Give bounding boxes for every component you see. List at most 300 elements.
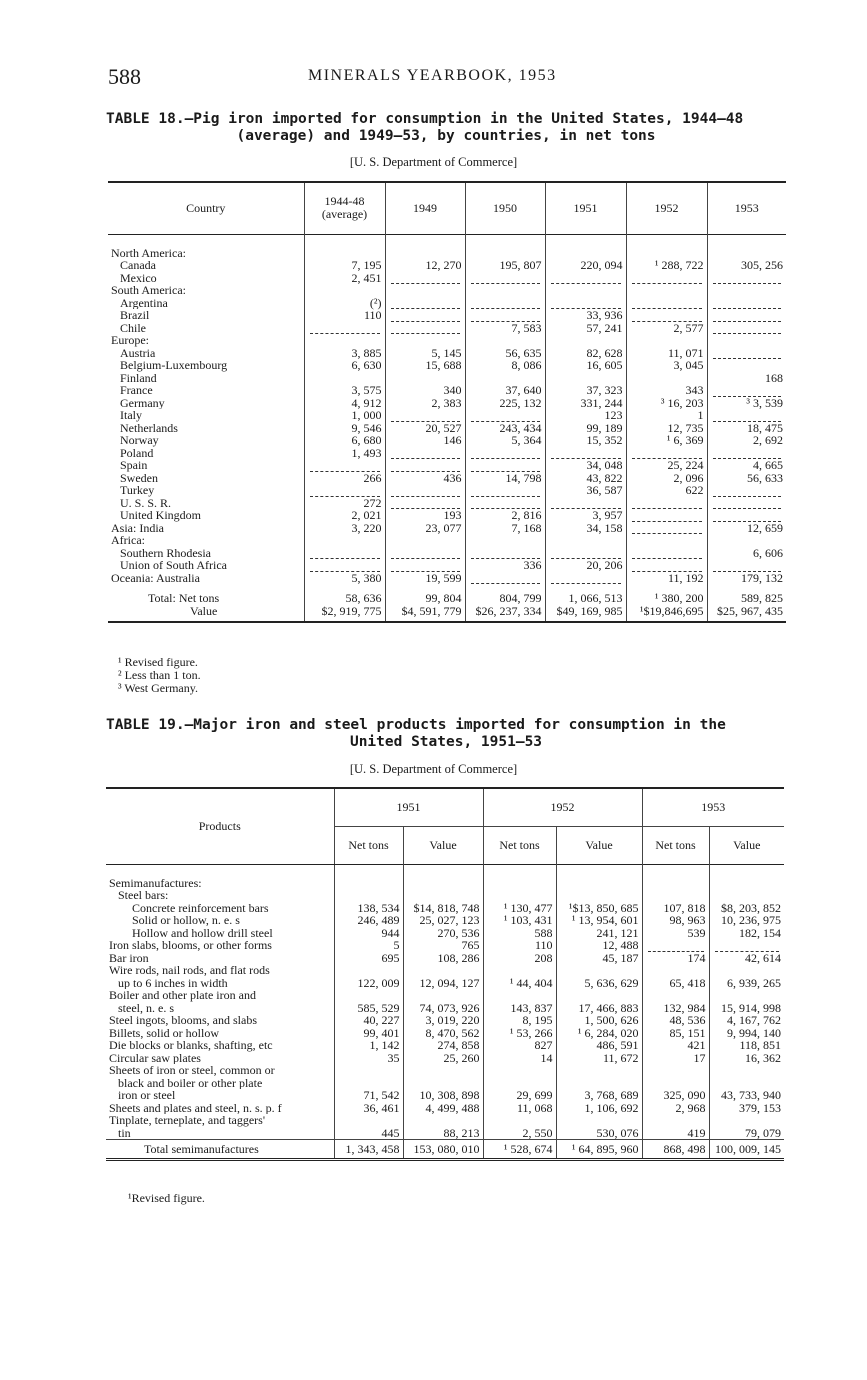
value-cell: 57, 241 xyxy=(545,322,626,335)
value-cell: 43, 733, 940 xyxy=(721,1088,781,1102)
blank-cell xyxy=(556,989,642,1002)
empty-dash-cell xyxy=(385,559,465,572)
total-row xyxy=(106,1140,784,1160)
blank-cell xyxy=(707,334,786,347)
blank-cell xyxy=(545,334,626,347)
blank-cell xyxy=(642,889,709,902)
total-value-cell: 99, 804 xyxy=(385,584,465,605)
value-cell: 436 xyxy=(385,472,465,485)
table-row xyxy=(108,559,786,572)
value-cell: 88, 213 xyxy=(403,1127,483,1140)
leader-dash xyxy=(310,551,380,559)
blank-cell xyxy=(334,964,403,977)
leader-dash xyxy=(471,451,540,459)
blank-cell xyxy=(626,534,707,547)
value-cell: 9, 546 xyxy=(304,422,385,435)
value-cell: 6, 606 xyxy=(753,545,783,560)
leader-dash xyxy=(632,514,702,522)
value-cell: 79, 079 xyxy=(745,1125,781,1140)
value-cell: 18, 475 xyxy=(747,420,783,435)
empty-dash-cell xyxy=(385,409,465,422)
row-label: Africa: xyxy=(108,534,304,547)
empty-dash-cell xyxy=(304,459,385,472)
row-label: Netherlands xyxy=(108,422,304,435)
row-label: Italy xyxy=(108,409,304,422)
value-cell: 331, 244 xyxy=(545,397,626,410)
subheader-value: Value xyxy=(733,837,761,852)
leader-dash xyxy=(713,326,782,334)
empty-dash-cell xyxy=(465,447,545,460)
table-row xyxy=(106,939,784,952)
blank-cell xyxy=(403,1114,483,1127)
value-cell: ¹ 130, 477 xyxy=(483,902,556,915)
row-label: Hollow and hollow drill steel xyxy=(106,927,334,940)
value-cell: 16, 362 xyxy=(745,1050,781,1065)
value-cell: 37, 323 xyxy=(545,384,626,397)
row-label: Union of South Africa xyxy=(108,559,304,572)
value-cell: 138, 534 xyxy=(334,902,403,915)
empty-dash-cell xyxy=(626,559,707,572)
blank-cell xyxy=(556,964,642,977)
row-label: Asia: India xyxy=(108,522,304,535)
leader-dash xyxy=(310,326,380,334)
blank-cell xyxy=(304,234,385,259)
value-cell: 3, 957 xyxy=(545,509,626,522)
leader-dash xyxy=(391,451,460,459)
row-label: Canada xyxy=(108,259,304,272)
footnote-1: ¹ Revised figure. xyxy=(118,655,198,669)
value-cell: ¹ 13, 954, 601 xyxy=(556,914,642,927)
value-cell: 1, 500, 626 xyxy=(556,1014,642,1027)
empty-dash-cell xyxy=(626,509,707,522)
empty-dash-cell xyxy=(545,572,626,585)
table-row xyxy=(108,359,786,372)
value-cell: 585, 529 xyxy=(334,1002,403,1015)
row-label: up to 6 inches in width xyxy=(106,977,334,990)
value-cell: ¹ 6, 284, 020 xyxy=(556,1027,642,1040)
blank-cell xyxy=(304,284,385,297)
blank-cell xyxy=(385,334,465,347)
row-label: Germany xyxy=(108,397,304,410)
value-cell: 195, 807 xyxy=(465,259,545,272)
subheader-value: Value xyxy=(556,826,642,864)
row-label: U. S. S. R. xyxy=(108,497,304,510)
value-cell: 12, 094, 127 xyxy=(403,977,483,990)
table-row xyxy=(106,1089,784,1102)
blank-cell xyxy=(709,964,784,977)
table-row xyxy=(106,1039,784,1052)
leader-dash xyxy=(551,276,621,284)
blank-cell xyxy=(483,964,556,977)
blank-cell xyxy=(465,284,545,297)
row-label: black and boiler or other plate xyxy=(106,1077,334,1090)
row-label: South America: xyxy=(108,284,304,297)
blank-cell xyxy=(334,1114,403,1127)
table-row xyxy=(106,914,784,927)
empty-dash-cell xyxy=(642,939,709,952)
value-cell: 421 xyxy=(642,1039,709,1052)
value-cell: 343 xyxy=(626,384,707,397)
value-cell: 12, 270 xyxy=(385,259,465,272)
leader-dash xyxy=(471,276,540,284)
footnote-3: ³ West Germany. xyxy=(118,681,198,695)
table-row xyxy=(106,1052,784,1065)
value-cell: 243, 434 xyxy=(465,422,545,435)
value-cell: 4, 665 xyxy=(753,458,783,472)
blank-cell xyxy=(483,864,556,889)
value-cell: 17, 466, 883 xyxy=(556,1002,642,1015)
blank-cell xyxy=(483,889,556,902)
col-header-1949: 1949 xyxy=(385,182,465,234)
total-value-cell: ¹ 380, 200 xyxy=(626,584,707,605)
total-value-cell: $26, 237, 334 xyxy=(465,605,545,623)
row-label: United Kingdom xyxy=(108,509,304,522)
value-cell: 622 xyxy=(626,484,707,497)
value-cell: 40, 227 xyxy=(334,1014,403,1027)
subheader-net-tons: Net tons xyxy=(334,826,403,864)
running-title: MINERALS YEARBOOK, 1953 xyxy=(308,67,557,84)
value-cell: 9, 994, 140 xyxy=(727,1025,781,1040)
subheader-net-tons: Net tons xyxy=(483,826,556,864)
value-cell: 7, 168 xyxy=(465,522,545,535)
col-header-country: Country xyxy=(108,182,304,234)
blank-cell xyxy=(304,534,385,547)
blank-cell xyxy=(626,234,707,259)
leader-dash xyxy=(713,501,782,509)
value-cell: 14, 798 xyxy=(465,472,545,485)
value-cell: 48, 536 xyxy=(642,1014,709,1027)
blank-cell xyxy=(709,889,784,902)
value-cell: 305, 256 xyxy=(741,258,783,272)
col-header-1953: 1953 xyxy=(734,201,759,215)
empty-dash-cell xyxy=(707,309,786,322)
empty-dash-cell xyxy=(465,409,545,422)
value-cell: 10, 308, 898 xyxy=(403,1089,483,1102)
leader-dash xyxy=(391,276,460,284)
value-cell: 530, 076 xyxy=(556,1127,642,1140)
row-label: Billets, solid or hollow xyxy=(106,1027,334,1040)
group-heading-row xyxy=(106,1064,784,1077)
blank-cell xyxy=(709,1064,784,1077)
value-cell: 146 xyxy=(385,434,465,447)
value-cell: ¹ 44, 404 xyxy=(483,977,556,990)
group-heading-row xyxy=(106,1114,784,1127)
empty-dash-cell xyxy=(385,459,465,472)
blank-cell xyxy=(556,1064,642,1077)
group-heading-row xyxy=(108,534,786,547)
empty-dash-cell xyxy=(304,547,385,560)
value-cell: 3, 575 xyxy=(304,384,385,397)
value-cell: 5, 380 xyxy=(304,572,385,585)
leader-dash xyxy=(471,576,540,584)
blank-cell xyxy=(334,1064,403,1077)
table18 xyxy=(108,181,786,623)
blank-cell xyxy=(334,864,403,889)
value-cell: 5, 145 xyxy=(385,347,465,360)
value-cell: 220, 094 xyxy=(545,259,626,272)
value-cell: 107, 818 xyxy=(642,902,709,915)
empty-dash-cell xyxy=(626,522,707,535)
leader-dash xyxy=(391,301,460,309)
value-cell: 7, 583 xyxy=(465,322,545,335)
table18-header-row xyxy=(108,182,786,234)
value-cell: 11, 071 xyxy=(626,347,707,360)
value-cell: 193 xyxy=(385,509,465,522)
value-cell: 34, 048 xyxy=(545,459,626,472)
blank-cell xyxy=(483,1114,556,1127)
table-row xyxy=(108,272,786,285)
value-cell: 34, 158 xyxy=(545,522,626,535)
col-header-year-1951: 1951 xyxy=(334,788,483,826)
value-cell: 33, 936 xyxy=(545,309,626,322)
value-cell: 539 xyxy=(642,927,709,940)
value-cell: ¹ 103, 431 xyxy=(483,914,556,927)
row-label: Chile xyxy=(108,322,304,335)
row-label: Wire rods, nail rods, and flat rods xyxy=(106,964,334,977)
table-row xyxy=(106,952,784,965)
value-cell: 25, 027, 123 xyxy=(403,914,483,927)
empty-dash-cell xyxy=(385,297,465,310)
leader-dash xyxy=(632,501,702,509)
value-cell: 65, 418 xyxy=(642,977,709,990)
value-cell: 11, 672 xyxy=(556,1052,642,1065)
empty-dash-cell xyxy=(709,939,784,952)
value-cell: 132, 984 xyxy=(642,1002,709,1015)
blank-cell xyxy=(642,964,709,977)
value-cell: 2, 577 xyxy=(626,322,707,335)
blank-cell xyxy=(334,989,403,1002)
value-cell: 71, 542 xyxy=(334,1089,403,1102)
empty-dash-cell xyxy=(707,384,786,397)
row-label: Norway xyxy=(108,434,304,447)
value-cell: 15, 914, 998 xyxy=(721,1000,781,1015)
value-cell: 35 xyxy=(334,1052,403,1065)
value-cell: 108, 286 xyxy=(403,952,483,965)
value-cell: 99, 401 xyxy=(334,1027,403,1040)
total-value-cell: 58, 636 xyxy=(304,584,385,605)
blank-cell xyxy=(403,1064,483,1077)
total-label: Total semimanufactures xyxy=(106,1140,334,1160)
subheader-value: Value xyxy=(403,826,483,864)
table19-title-line2: United States, 1951–53 xyxy=(349,734,543,750)
value-cell: 225, 132 xyxy=(465,397,545,410)
value-cell: 8, 470, 562 xyxy=(403,1027,483,1040)
value-cell: 36, 587 xyxy=(545,484,626,497)
col-header-1950: 1950 xyxy=(465,182,545,234)
value-cell: 8, 195 xyxy=(483,1014,556,1027)
value-cell: 1, 493 xyxy=(304,447,385,460)
value-cell: 12, 659 xyxy=(747,520,783,535)
col-header-1952: 1952 xyxy=(626,182,707,234)
empty-dash-cell xyxy=(465,572,545,585)
value-cell: 6, 939, 265 xyxy=(727,975,781,990)
table18-title-line1: TABLE 18.—Pig iron imported for consumption in the United States, 1944–48 xyxy=(106,111,744,127)
value-cell: 12, 488 xyxy=(556,939,642,952)
value-cell: ¹ 6, 369 xyxy=(626,434,707,447)
blank-cell xyxy=(545,534,626,547)
value-cell: 419 xyxy=(642,1127,709,1140)
value-cell: 14 xyxy=(483,1052,556,1065)
value-cell: 2, 550 xyxy=(483,1127,556,1140)
value-cell: 15, 352 xyxy=(545,434,626,447)
value-cell: 270, 536 xyxy=(403,927,483,940)
value-cell: 42, 614 xyxy=(745,950,781,965)
value-cell: 20, 206 xyxy=(545,559,626,572)
row-label: Boiler and other plate iron and xyxy=(106,989,334,1002)
table19-title xyxy=(106,717,786,751)
value-cell: 5, 636, 629 xyxy=(556,977,642,990)
footnote-2: ² Less than 1 ton. xyxy=(118,668,201,682)
blank-cell xyxy=(556,889,642,902)
leader-dash xyxy=(632,276,702,284)
blank-cell xyxy=(556,864,642,889)
value-cell: 15, 688 xyxy=(385,359,465,372)
row-label: Concrete reinforcement bars xyxy=(106,902,334,915)
leader-dash xyxy=(713,489,782,497)
table-row xyxy=(108,309,786,322)
empty-dash-cell xyxy=(626,497,707,510)
table-row xyxy=(108,572,786,585)
leader-dash xyxy=(391,551,460,559)
value-cell: 56, 633 xyxy=(747,470,783,485)
table-row xyxy=(108,384,786,397)
table-row xyxy=(108,459,786,472)
total-value-cell: ¹ 64, 895, 960 xyxy=(556,1140,642,1160)
total-value-cell: 804, 799 xyxy=(465,584,545,605)
blank-cell xyxy=(545,284,626,297)
blank-cell xyxy=(642,1064,709,1077)
blank-cell xyxy=(465,534,545,547)
leader-dash xyxy=(713,351,782,359)
empty-dash-cell xyxy=(545,272,626,285)
blank-cell xyxy=(707,284,786,297)
empty-dash-cell xyxy=(304,322,385,335)
empty-dash-cell xyxy=(707,297,786,310)
table-row xyxy=(106,1102,784,1115)
empty-dash-cell xyxy=(707,409,786,422)
value-cell: 179, 132 xyxy=(741,570,783,585)
table19-source: [U. S. Department of Commerce] xyxy=(349,762,518,776)
blank-cell xyxy=(545,234,626,259)
value-cell: 6, 630 xyxy=(304,359,385,372)
value-cell: 241, 121 xyxy=(556,927,642,940)
group-heading-row xyxy=(108,334,786,347)
total-row xyxy=(108,584,786,605)
leader-dash xyxy=(471,301,540,309)
col-header-year-1952: 1952 xyxy=(483,788,642,826)
blank-cell xyxy=(707,234,786,259)
row-label: North America: xyxy=(108,234,304,259)
subheader-net-tons: Net tons xyxy=(642,826,709,864)
total-value-cell: $25, 967, 435 xyxy=(717,603,783,618)
total-value-cell: $49, 169, 985 xyxy=(545,605,626,623)
value-cell: 25, 260 xyxy=(403,1052,483,1065)
table19-footnote: ¹Revised figure. xyxy=(128,1191,205,1205)
empty-dash-cell xyxy=(626,272,707,285)
value-cell: 208 xyxy=(483,952,556,965)
value-cell: 266 xyxy=(304,472,385,485)
row-label: Belgium-Luxembourg xyxy=(108,359,304,372)
total-value-cell: 100, 009, 145 xyxy=(715,1141,781,1156)
total-label: Total: Net tons xyxy=(108,584,304,605)
blank-cell xyxy=(707,534,786,547)
value-cell: 45, 187 xyxy=(556,952,642,965)
value-cell: 944 xyxy=(334,927,403,940)
empty-dash-cell xyxy=(465,309,545,322)
row-label: steel, n. e. s xyxy=(106,1002,334,1015)
row-label: iron or steel xyxy=(106,1089,334,1102)
value-cell: 25, 224 xyxy=(626,459,707,472)
table-row xyxy=(108,522,786,535)
value-cell: 2, 692 xyxy=(753,433,783,447)
table-row xyxy=(106,1127,784,1140)
blank-cell xyxy=(334,889,403,902)
value-cell: 11, 068 xyxy=(483,1102,556,1115)
value-cell: 20, 527 xyxy=(385,422,465,435)
empty-dash-cell xyxy=(707,322,786,335)
total-value-cell: 1, 343, 458 xyxy=(334,1140,403,1160)
value-cell: 5 xyxy=(334,939,403,952)
empty-dash-cell xyxy=(385,484,465,497)
value-cell: 340 xyxy=(385,384,465,397)
leader-dash xyxy=(713,301,782,309)
row-label: Sweden xyxy=(108,472,304,485)
table-row xyxy=(106,977,784,990)
col-header-year-1953: 1953 xyxy=(642,788,784,826)
empty-dash-cell xyxy=(465,272,545,285)
value-cell: 82, 628 xyxy=(545,347,626,360)
row-label: Tinplate, terneplate, and taggers' xyxy=(106,1114,334,1127)
value-cell: (²) xyxy=(304,297,385,310)
empty-dash-cell xyxy=(304,559,385,572)
blank-cell xyxy=(385,284,465,297)
row-label: Argentina xyxy=(108,297,304,310)
value-cell: 3, 019, 220 xyxy=(403,1014,483,1027)
row-label: Solid or hollow, n. e. s xyxy=(106,914,334,927)
blank-cell xyxy=(403,864,483,889)
empty-dash-cell xyxy=(304,484,385,497)
blank-cell xyxy=(465,334,545,347)
value-cell: 2, 021 xyxy=(304,509,385,522)
row-label: Circular saw plates xyxy=(106,1052,334,1065)
value-cell: $14, 818, 748 xyxy=(403,902,483,915)
table18-source: [U. S. Department of Commerce] xyxy=(349,155,518,169)
value-cell: 1, 142 xyxy=(334,1039,403,1052)
value-cell: 7, 195 xyxy=(304,259,385,272)
value-cell: 110 xyxy=(483,939,556,952)
value-cell: 118, 851 xyxy=(739,1038,781,1052)
col-header-1944-48: 1944-48 (average) xyxy=(304,182,385,234)
value-cell: 274, 858 xyxy=(403,1039,483,1052)
blank-cell xyxy=(626,284,707,297)
total-value-cell: 153, 080, 010 xyxy=(403,1140,483,1160)
total-value-cell: 868, 498 xyxy=(642,1140,709,1160)
table-row xyxy=(106,927,784,940)
row-label: Semimanufactures: xyxy=(106,864,334,889)
value-cell: ¹$13, 850, 685 xyxy=(556,902,642,915)
value-cell: 3, 768, 689 xyxy=(556,1089,642,1102)
value-cell: 123 xyxy=(545,409,626,422)
table-row xyxy=(108,547,786,560)
blank-cell xyxy=(403,964,483,977)
value-cell: 10, 236, 975 xyxy=(721,913,781,927)
table-row xyxy=(108,472,786,485)
value-cell: ¹ 53, 266 xyxy=(483,1027,556,1040)
value-cell: 2, 096 xyxy=(626,472,707,485)
value-cell: 588 xyxy=(483,927,556,940)
total-value-cell: 589, 825 xyxy=(741,591,783,605)
blank-cell xyxy=(709,864,784,889)
